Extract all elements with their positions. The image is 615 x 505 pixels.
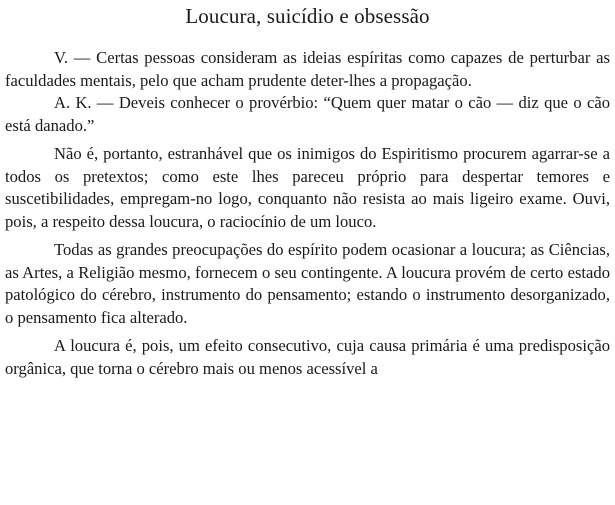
paragraph-text: — Deveis conhecer o provérbio: “Quem quer matar o cão — diz que o cão está danado.”	[5, 93, 610, 135]
paragraph-text: Todas as grandes preocupações do espírito podem ocasionar a loucura; as Ciências, as Artes, a Religião mesmo, fornecem o seu contingente. A loucura provém de certo estado patológico do cérebro, instrumento do pensamento; estando o instrumento desorganizado, o pensamento fica alterado.	[5, 240, 610, 327]
paragraph-4	[5, 239, 610, 329]
speaker-label: A. K.	[54, 93, 92, 112]
paragraph-text: Não é, portanto, estranhável que os inimigos do Espiritismo procurem agarrar-se a todos os pretextos; como este lhes pareceu próprio para despertar temores e suscetibilidades, empregam-no logo, conquanto não resista ao mais ligeiro exame. Ouvi, pois, a respeito dessa loucura, o raciocínio de um louco.	[5, 144, 610, 231]
paragraph-text: A loucura é, pois, um efeito consecutivo, cuja causa primária é uma predisposição orgânica, que torna o cérebro mais ou menos acessível a	[5, 336, 610, 378]
speaker-label: V.	[54, 48, 68, 67]
paragraph-3	[5, 143, 610, 233]
paragraph-5	[5, 335, 610, 380]
paragraph-2	[5, 92, 610, 137]
paragraph-1	[5, 47, 610, 92]
paragraph-text: — Certas pessoas consideram as ideias espíritas como capazes de perturbar as faculdades mentais, pelo que acham prudente deter-lhes a propagação.	[5, 48, 610, 90]
section-title: Loucura, suicídio e obsessão	[185, 4, 430, 28]
